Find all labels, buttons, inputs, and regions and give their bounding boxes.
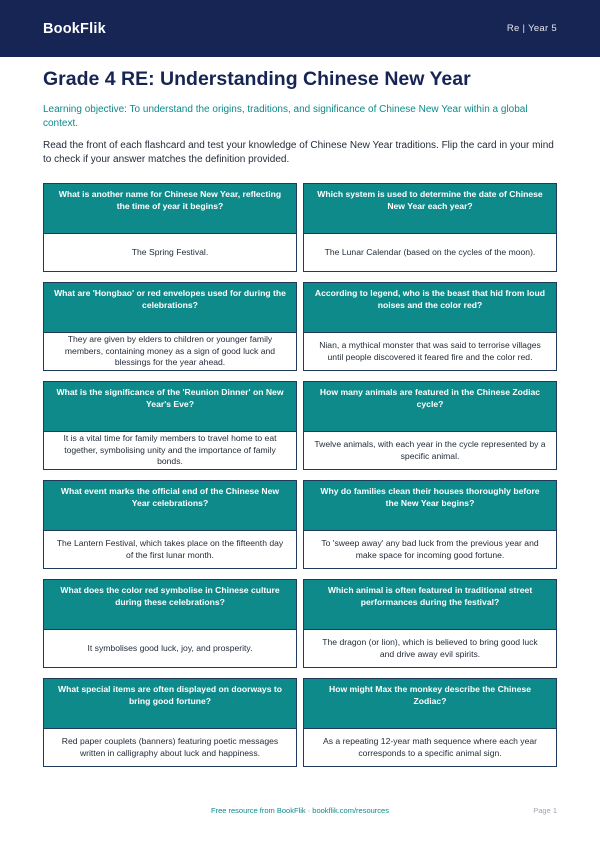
flashcard-question: What is another name for Chinese New Year, reflecting the time of year it begins?: [44, 184, 296, 233]
page-title: Grade 4 RE: Understanding Chinese New Year: [43, 68, 471, 90]
flashcard-question: What are 'Hongbao' or red envelopes used for during the celebrations?: [44, 283, 296, 332]
flashcard-question: How many animals are featured in the Chinese Zodiac cycle?: [304, 382, 556, 431]
flashcard[interactable]: [43, 282, 297, 371]
flashcard-answer: Twelve animals, with each year in the cycle represented by a specific animal.: [304, 431, 556, 469]
page-number: Page 1: [533, 806, 557, 815]
flashcard-question: Why do families clean their houses thoroughly before the New Year begins?: [304, 481, 556, 530]
flashcard-question: What does the color red symbolise in Chinese culture during these celebrations?: [44, 580, 296, 629]
flashcard[interactable]: [43, 183, 297, 272]
worksheet-content: [0, 67, 600, 167]
flashcard-question: What event marks the official end of the Chinese New Year celebrations?: [44, 481, 296, 530]
flashcard-answer: The Lantern Festival, which takes place on the fifteenth day of the first lunar month.: [44, 530, 296, 568]
flashcard-question: Which animal is often featured in traditional street performances during the festival?: [304, 580, 556, 629]
flashcard[interactable]: [303, 282, 557, 371]
flashcard-answer: The dragon (or lion), which is believed to bring good luck and drive away evil spirits.: [304, 629, 556, 667]
footer-link[interactable]: Free resource from BookFlik · bookflik.com/resources: [211, 806, 389, 815]
top-bar: [0, 0, 600, 57]
flashcard[interactable]: [43, 579, 297, 668]
flashcard-answer: They are given by elders to children or younger family members, containing money as a sign of good luck and blessings for the year ahead.: [44, 332, 296, 370]
instructions: Read the front of each flashcard and test your knowledge of Chinese New Year traditions. Flip the card in your mind to check if your answer matches the definition provided.: [43, 140, 554, 165]
flashcard[interactable]: [43, 678, 297, 767]
flashcard[interactable]: [303, 480, 557, 569]
flashcard[interactable]: [303, 381, 557, 470]
flashcard[interactable]: [303, 678, 557, 767]
flashcard-answer: Red paper couplets (banners) featuring poetic messages written in calligraphy about luck and happiness.: [44, 728, 296, 766]
flashcard-question: What is the significance of the 'Reunion Dinner' on New Year's Eve?: [44, 382, 296, 431]
flashcard[interactable]: [43, 480, 297, 569]
flashcard-answer: The Lunar Calendar (based on the cycles of the moon).: [304, 233, 556, 271]
subject-year-label: Re | Year 5: [506, 23, 557, 34]
flashcard-answer: It is a vital time for family members to travel home to eat together, symbolising unity and the importance of family bonds.: [44, 431, 296, 469]
flashcard-answer: As a repeating 12-year math sequence where each year corresponds to a specific animal sign.: [304, 728, 556, 766]
flashcard[interactable]: [43, 381, 297, 470]
brand-logo[interactable]: BookFlik: [43, 20, 106, 37]
flashcard-answer: The Spring Festival.: [44, 233, 296, 271]
flashcard-question: Which system is used to determine the date of Chinese New Year each year?: [304, 184, 556, 233]
flashcard[interactable]: [303, 579, 557, 668]
flashcard-answer: It symbolises good luck, joy, and prosperity.: [44, 629, 296, 667]
flashcard-question: What special items are often displayed on doorways to bring good fortune?: [44, 679, 296, 728]
flashcard-answer: Nian, a mythical monster that was said to terrorise villages until people discovered it feared fire and the color red.: [304, 332, 556, 370]
learning-objective: Learning objective: To understand the origins, traditions, and significance of Chinese New Year within a global context.: [43, 104, 528, 129]
flashcard-question: According to legend, who is the beast that hid from loud noises and the color red?: [304, 283, 556, 332]
flashcard[interactable]: [303, 183, 557, 272]
flashcard-answer: To 'sweep away' any bad luck from the previous year and make space for incoming good fortune.: [304, 530, 556, 568]
flashcard-question: How might Max the monkey describe the Chinese Zodiac?: [304, 679, 556, 728]
flashcard-grid: [43, 183, 557, 767]
